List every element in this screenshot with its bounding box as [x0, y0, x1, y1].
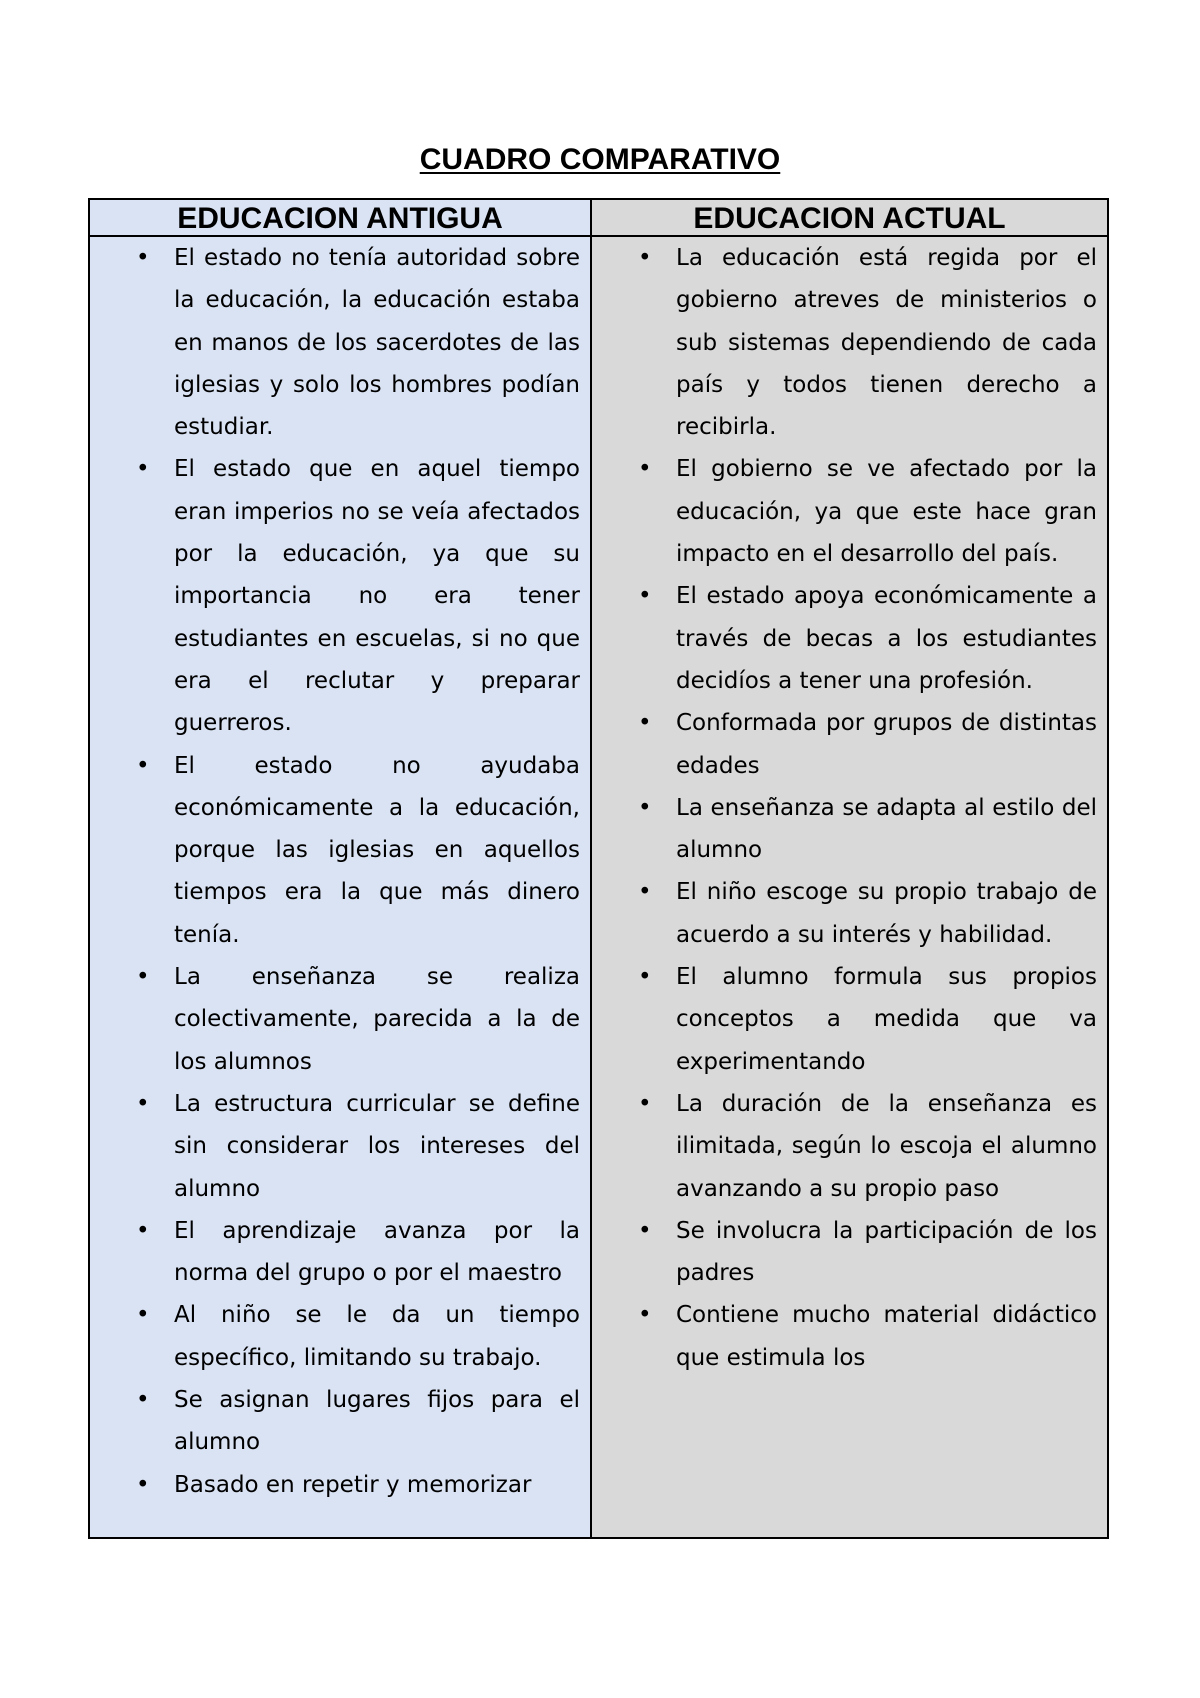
- list-item: • La duración de la enseñanza es ilimitada, según lo escoja el alumno avanzando a su propio paso: [592, 1083, 1097, 1210]
- list-item: • Contiene mucho material didáctico que estimula los: [592, 1294, 1097, 1379]
- list-item: • El estado no tenía autoridad sobre la educación, la educación estaba en manos de los sacerdotes de las iglesias y solo los hombres podían estudiar.: [90, 237, 580, 448]
- list-item: • Se involucra la participación de los padres: [592, 1210, 1097, 1295]
- bullet-list-actual: [592, 237, 1097, 1379]
- list-item: • La estructura curricular se define sin considerar los intereses del alumno: [90, 1083, 580, 1210]
- list-item: • El aprendizaje avanza por la norma del grupo o por el maestro: [90, 1210, 580, 1295]
- list-item: • El estado no ayudaba económicamente a la educación, porque las iglesias en aquellos tiempos era la que más dinero tenía.: [90, 745, 580, 956]
- column-header-actual: EDUCACION ACTUAL: [592, 200, 1107, 237]
- list-item: • Se asignan lugares fijos para el alumno: [90, 1379, 580, 1464]
- list-item: • El niño escoge su propio trabajo de acuerdo a su interés y habilidad.: [592, 871, 1097, 956]
- list-item: • Conformada por grupos de distintas edades: [592, 702, 1097, 787]
- page-title: CUADRO COMPARATIVO: [419, 143, 781, 176]
- list-item: • El gobierno se ve afectado por la educación, ya que este hace gran impacto en el desarrollo del país.: [592, 448, 1097, 575]
- list-item: • El estado que en aquel tiempo eran imperios no se veía afectados por la educación, ya que su importancia no era tener estudiantes en escuelas, si no que era el reclutar y preparar guerreros.: [90, 448, 580, 744]
- list-item: • Basado en repetir y memorizar: [90, 1464, 580, 1506]
- column-body-antigua: [90, 237, 592, 1537]
- list-item: • La educación está regida por el gobierno atreves de ministerios o sub sistemas dependiendo de cada país y todos tienen derecho a recibirla.: [592, 237, 1097, 448]
- bullet-list-antigua: [90, 237, 580, 1506]
- list-item: • La enseñanza se realiza colectivamente, parecida a la de los alumnos: [90, 956, 580, 1083]
- list-item: • El alumno formula sus propios conceptos a medida que va experimentando: [592, 956, 1097, 1083]
- list-item: • Al niño se le da un tiempo específico, limitando su trabajo.: [90, 1294, 580, 1379]
- list-item: • El estado apoya económicamente a través de becas a los estudiantes decidíos a tener una profesión.: [592, 575, 1097, 702]
- column-body-actual: [592, 237, 1107, 1537]
- comparison-table: [88, 198, 1109, 1539]
- column-header-antigua: EDUCACION ANTIGUA: [90, 200, 592, 237]
- list-item: • La enseñanza se adapta al estilo del alumno: [592, 787, 1097, 872]
